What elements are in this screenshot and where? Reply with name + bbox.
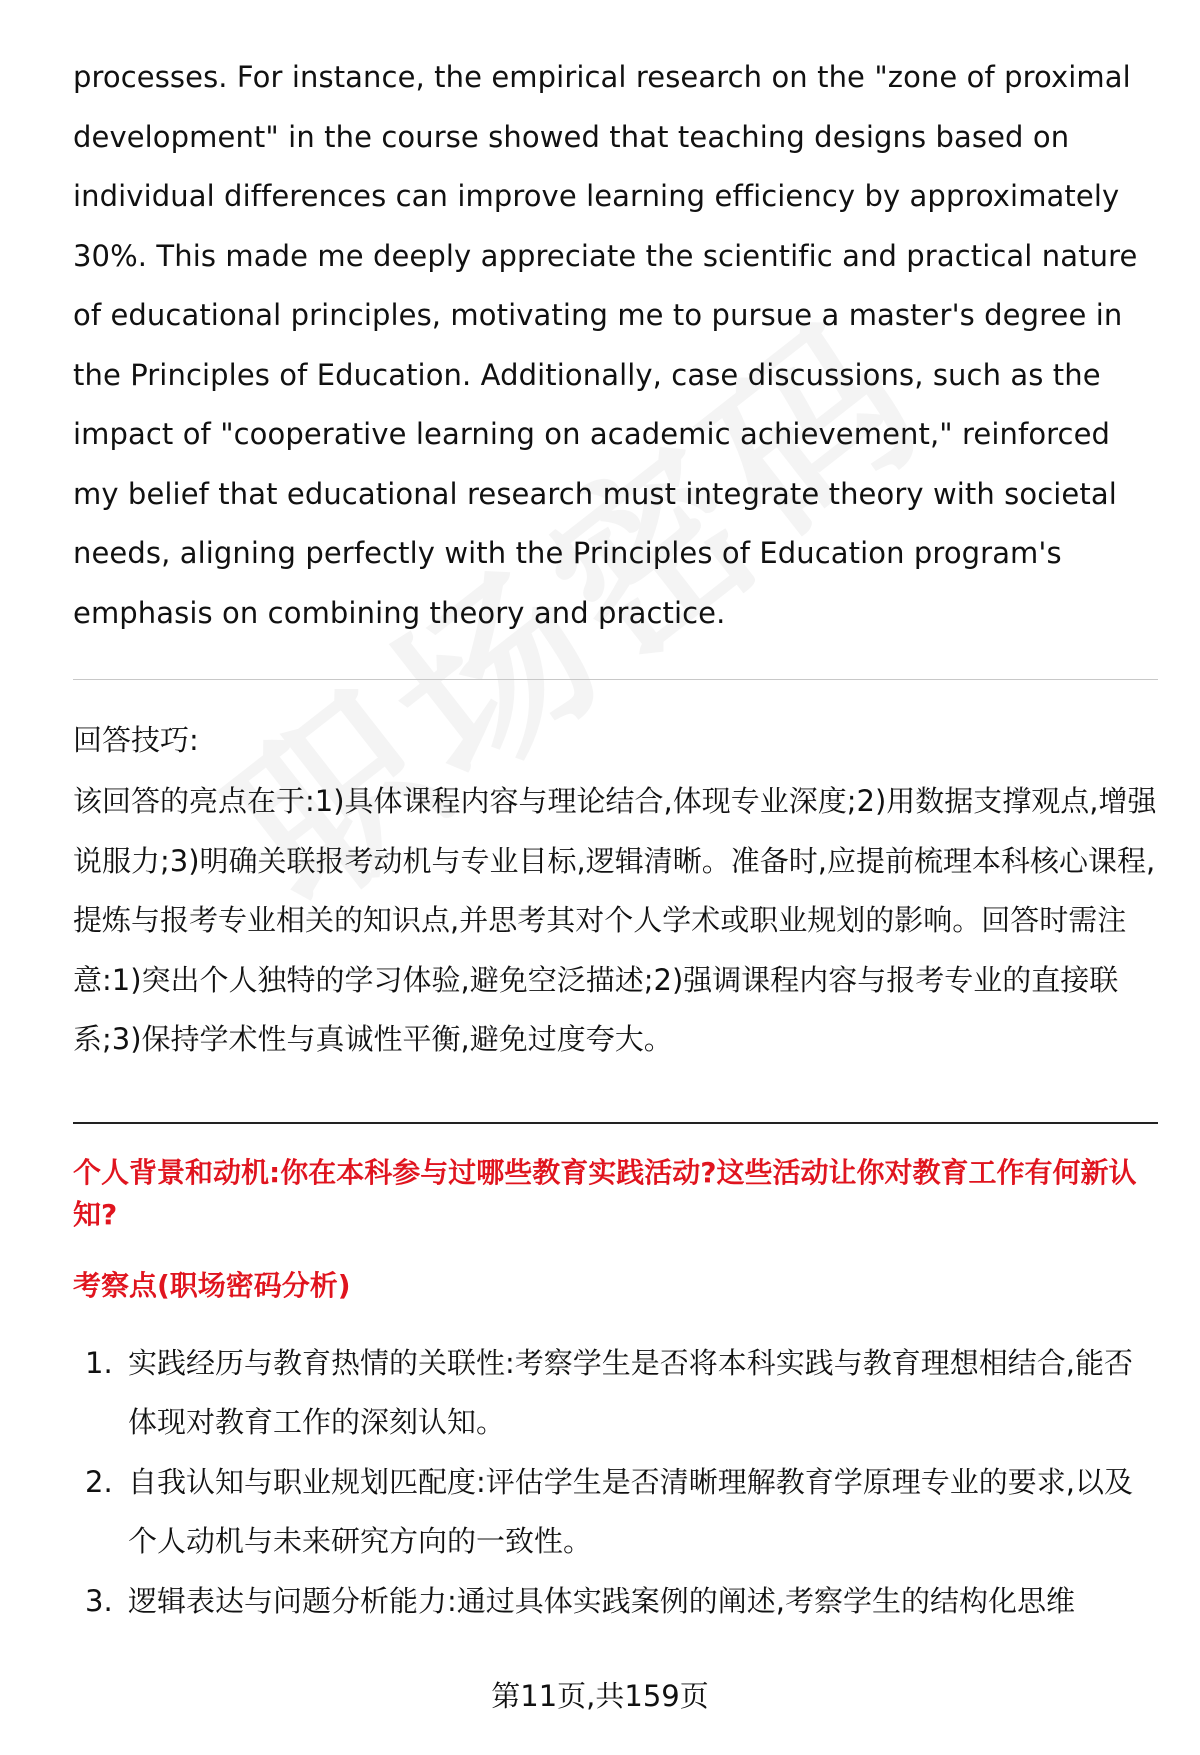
question-heading: 个人背景和动机:你在本科参与过哪些教育实践活动?这些活动让你对教育工作有何新认知? <box>73 1155 1137 1231</box>
page-content <box>73 48 1158 1631</box>
list-item-text: 逻辑表达与问题分析能力:通过具体实践案例的阐述,考察学生的结构化思维 <box>128 1583 1075 1618</box>
question-divider <box>73 1122 1158 1124</box>
section-divider <box>73 679 1158 680</box>
tips-body: 该回答的亮点在于:1)具体课程内容与理论结合,体现专业深度;2)用数据支撑观点,增强说服力;3)明确关联报考动机与专业目标,逻辑清晰。准备时,应提前梳理本科核心课程,提炼与报考专业相关的知识点,并思考其对个人学术或职业规划的影响。回答时需注意:1)突出个人独特的学习体验,避免空泛描述;2)强调课程内容与报考专业的直接联系;3)保持学术性与真诚性平衡,避免过度夸大。 <box>73 784 1157 1056</box>
list-item-text: 自我认知与职业规划匹配度:评估学生是否清晰理解教育学原理专业的要求,以及个人动机与未来研究方向的一致性。 <box>128 1464 1133 1558</box>
list-item-number: 2. <box>85 1464 113 1499</box>
list-item <box>73 1453 1158 1572</box>
page-number: 第11页,共159页 <box>491 1679 709 1713</box>
list-item <box>73 1572 1158 1632</box>
list-item-number: 3. <box>85 1583 113 1618</box>
list-item-number: 1. <box>85 1345 113 1380</box>
assessment-heading: 考察点(职场密码分析) <box>73 1268 351 1302</box>
list-item <box>73 1334 1158 1453</box>
tips-label: 回答技巧: <box>73 723 199 757</box>
list-item-text: 实践经历与教育热情的关联性:考察学生是否将本科实践与教育理想相结合,能否体现对教育工作的深刻认知。 <box>128 1345 1133 1439</box>
intro-paragraph: processes. For instance, the empirical research on the "zone of proximal development" in the course showed that teaching designs based on individual differences can improve learning efficiency by approximately 30%. This made me deeply appreciate the scientific and practical nature of educational principles, motivating me to pursue a master's degree in the Principles of Education. Additionally, case discussions, such as the impact of "cooperative learning on academic achievement," reinforced my belief that educational research must integrate theory with societal needs, aligning perfectly with the Principles of Education program's emphasis on combining theory and practice. <box>73 60 1138 630</box>
assessment-list <box>73 1334 1158 1632</box>
